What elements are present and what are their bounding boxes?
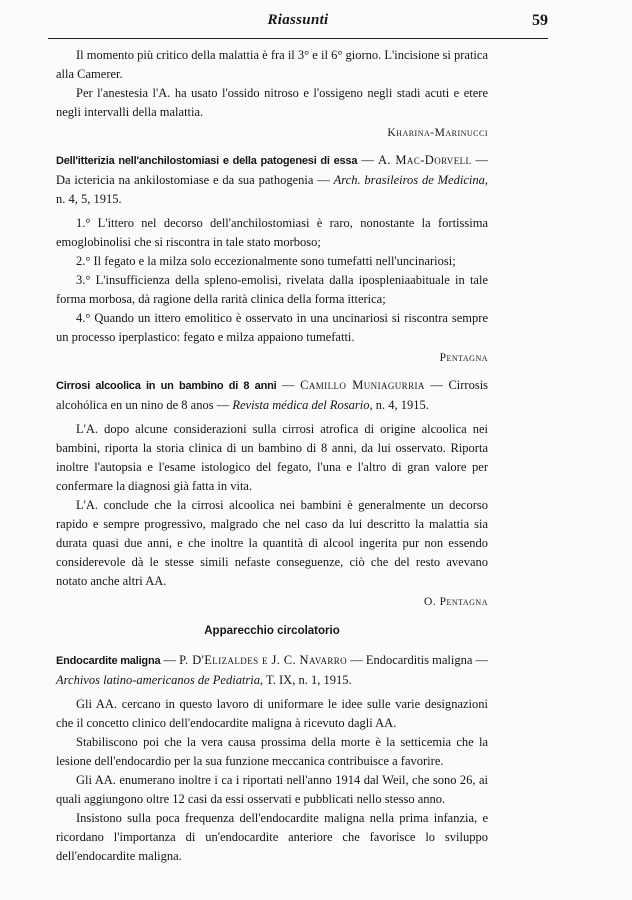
abstract1-original-title: Da ictericia na ankilostomiase e da sua pathogenia (56, 173, 314, 187)
abstract2-dash-2: — (424, 378, 449, 392)
abstract1-item-1: 1.° L'ittero nel decorso dell'anchilostomiasi è raro, nonostante la fortissima emoglobinolisi che si riscontra in tale stato morboso; (56, 216, 488, 249)
page-body (56, 46, 488, 866)
abstract3-paragraph-1: Gli AA. cercano in questo lavoro di uniformare le idee sulle varie designazioni che il concetto clinico dell'endocardite maligna à ricevuto dagli AA. (56, 697, 488, 730)
abstract3-details: , T. IX, n. 1, 1915. (260, 673, 352, 687)
abstract1-author: A. Mac-Dorvell (377, 153, 472, 167)
abstract2-author: Camillo Muniagurria (300, 378, 425, 392)
abstract0-signature: Kharina-Marinucci (387, 127, 488, 139)
abstract1-title: Dell'itterizia nell'anchilostomiasi e della patogenesi di essa (56, 155, 358, 167)
header-rule (48, 38, 548, 39)
abstract3-author: P. D'Elizaldes e J. C. Navarro (179, 653, 348, 667)
abstract2-details: , n. 4, 1915. (369, 398, 429, 412)
abstract1-item-3: 3.° L'insufficienza della spleno-emolisi, rivelata dalla ipospleniaabituale in tale forma morbosa, dà ragione della rarità clinica della forma itterica; (56, 273, 488, 306)
abstract2-dash-1: — (276, 378, 301, 392)
abstract3-dash-2: — (347, 653, 366, 667)
abstract2-source: Revista médica del Rosario (232, 398, 370, 412)
abstract3-title: Endocardite maligna (56, 655, 161, 667)
abstract1-reference (56, 151, 488, 209)
abstract0-paragraph-1: Il momento più critico della malattia è fra il 3° e il 6° giorno. L'incisione si pratica alla Camerer. (56, 48, 488, 81)
abstract2-reference (56, 376, 488, 415)
abstract3-dash-1: — (160, 653, 180, 667)
page-number: 59 (532, 12, 548, 29)
running-title: Riassunti (267, 12, 329, 28)
abstract1-item-4: 4.° Quando un ittero emolitico è osservato in una uncinariosi si riscontra sempre un processo iperplastico: fegato e milza appaiono tumefatti. (56, 311, 488, 344)
abstract2-dash-3: — (213, 398, 233, 412)
abstract1-dash-1: — (357, 153, 378, 167)
abstract1-details: , n. 4, 5, 1915. (56, 173, 488, 206)
abstract1-source: Arch. brasileiros de Medicina (333, 173, 485, 187)
page-header (48, 12, 548, 36)
abstract3-source: Archivos latino-americanos de Pediatria (56, 673, 261, 687)
abstract1-dash-3: — (313, 173, 334, 187)
section-heading: Apparecchio circolatorio (204, 625, 340, 637)
abstract3-paragraph-3: Gli AA. enumerano inoltre i ca i riportati nell'anno 1914 dal Weil, che sono 26, ai quali aggiungono oltre 12 casi da essi osservati e pubblicati nello stesso anno. (56, 773, 488, 806)
abstract2-paragraph-2: L'A. conclude che la cirrosi alcoolica nei bambini è generalmente un decorso rapido e sempre progressivo, malgrado che nel caso da lui descritto la malattia sia durata quasi due anni, e che inoltre la quantità di alcool ingerita pur non essendo considerevole dà le stesse simili nefaste conseguenze, ciò che del resto avevano notato anche altri AA. (56, 498, 488, 588)
abstract2-signature: O. Pentagna (424, 596, 488, 608)
abstract3-reference (56, 651, 488, 690)
abstract0-paragraph-2: Per l'anestesia l'A. ha usato l'ossido nitroso e l'ossigeno negli stadi acuti e etere negli intervalli della malattia. (56, 86, 488, 119)
abstract2-original-title: Cirrosis alcohólica en un nino de 8 anos (56, 378, 489, 412)
abstract3-paragraph-4: Insistono sulla poca frequenza dell'endocardite maligna nella prima infanzia, e ricordano l'importanza di un'endocardite anteriore che favorisce lo sviluppo dell'endocardite maligna. (56, 811, 488, 863)
abstract1-dash-2: — (471, 153, 489, 167)
abstract2-title: Cirrosi alcoolica in un bambino di 8 anni (56, 380, 277, 392)
abstract3-original-title: Endocarditis maligna (365, 653, 473, 667)
abstract3-dash-3: — (472, 653, 489, 667)
abstract1-item-2: 2.° Il fegato e la milza solo eccezionalmente sono tumefatti nell'uncinariosi; (76, 254, 456, 268)
abstract3-paragraph-2: Stabiliscono poi che la vera causa prossima della morte è la setticemia che la lesione dell'endocardio per la sua funzione meccanica contribuisce a favorire. (56, 735, 488, 768)
abstract1-signature: Pentagna (439, 352, 488, 364)
abstract2-paragraph-1: L'A. dopo alcune considerazioni sulla cirrosi atrofica di origine alcoolica nei bambini, riporta la storia clinica di un bambino di 8 anni, da lui osservato. Riporta inoltre l'autopsia e l'esame istologico del fegato, l'una e l'altro di gran valore per confermare la diagnosi già fatta in vita. (56, 422, 488, 493)
